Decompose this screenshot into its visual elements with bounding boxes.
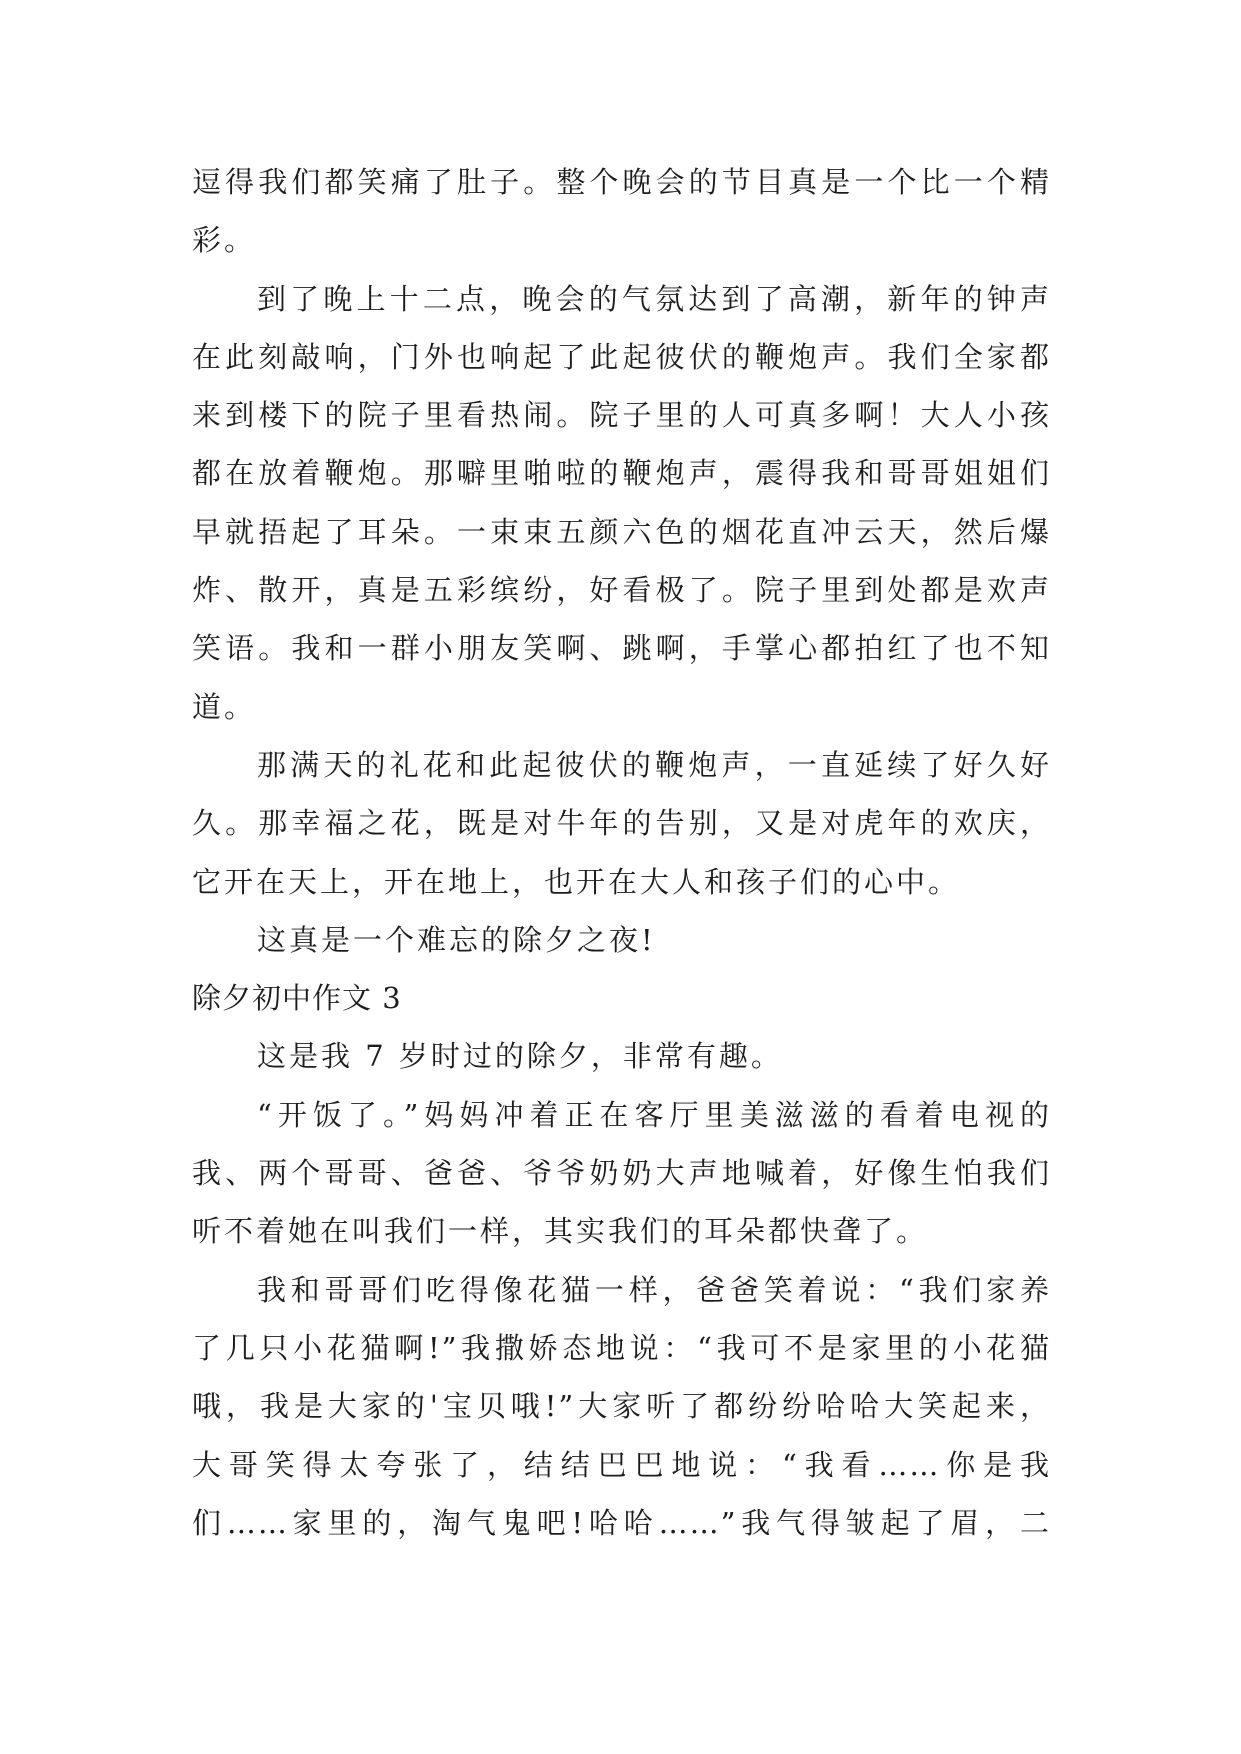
paragraph-line: 这是我 7 岁时过的除夕，非常有趣。 bbox=[257, 1039, 783, 1074]
paragraph-line: 了几只小花猫啊!”我撒娇态地说：“我可不是家里的小花猫 bbox=[192, 1330, 1051, 1365]
paragraph-line: 久。那幸福之花，既是对牛年的告别，又是对虎年的欢庆， bbox=[192, 806, 1051, 841]
paragraph-line: 都在放着鞭炮。那噼里啪啦的鞭炮声，震得我和哥哥姐姐们 bbox=[192, 456, 1051, 491]
paragraph bbox=[192, 1261, 1051, 1552]
paragraph-line: 道。 bbox=[192, 689, 257, 724]
document-body bbox=[192, 153, 1051, 1552]
paragraph-line: 到了晚上十二点，晚会的气氛达到了高潮，新年的钟声 bbox=[257, 281, 1051, 316]
paragraph-line: 我、两个哥哥、爸爸、爷爷奶奶大声地喊着，好像生怕我们 bbox=[192, 1156, 1051, 1191]
paragraph-line: 这真是一个难忘的除夕之夜! bbox=[257, 922, 656, 957]
paragraph-line: 那满天的礼花和此起彼伏的鞭炮声，一直延续了好久好 bbox=[257, 747, 1051, 782]
paragraph-line: 听不着她在叫我们一样，其实我们的耳朵都快聋了。 bbox=[192, 1214, 929, 1249]
paragraph-line: 们……家里的，淘气鬼吧!哈哈……”我气得皱起了眉，二 bbox=[192, 1505, 1051, 1540]
paragraph bbox=[192, 1086, 1051, 1261]
paragraph-line: “开饭了。”妈妈冲着正在客厅里美滋滋的看着电视的 bbox=[257, 1097, 1051, 1132]
paragraph-line: 哦，我是大家的'宝贝哦!”大家听了都纷纷哈哈大笑起来， bbox=[192, 1389, 1051, 1424]
paragraph-line: 大哥笑得太夸张了，结结巴巴地说：“我看……你是我 bbox=[192, 1447, 1051, 1482]
paragraph-line: 在此刻敲响，门外也响起了此起彼伏的鞭炮声。我们全家都 bbox=[192, 339, 1051, 374]
paragraph bbox=[192, 1027, 1051, 1085]
paragraph bbox=[192, 736, 1051, 911]
paragraph-line: 笑语。我和一群小朋友笑啊、跳啊，手掌心都拍红了也不知 bbox=[192, 631, 1051, 666]
paragraph-line: 我和哥哥们吃得像花猫一样，爸爸笑着说：“我们家养 bbox=[257, 1272, 1051, 1307]
paragraph bbox=[192, 911, 1051, 969]
essay-title: 除夕初中作文 3 bbox=[192, 981, 402, 1016]
paragraph-line: 来到楼下的院子里看热闹。院子里的人可真多啊！大人小孩 bbox=[192, 398, 1051, 433]
paragraph-line: 逗得我们都笑痛了肚子。整个晚会的节目真是一个比一个精 bbox=[192, 165, 1051, 199]
paragraph bbox=[192, 270, 1051, 736]
paragraph-line: 它开在天上，开在地上，也开在大人和孩子们的心中。 bbox=[192, 864, 961, 899]
paragraph-line: 彩。 bbox=[192, 223, 257, 258]
paragraph-line: 早就捂起了耳朵。一束束五颜六色的烟花直冲云天，然后爆 bbox=[192, 514, 1051, 549]
paragraph-line: 炸、散开，真是五彩缤纷，好看极了。院子里到处都是欢声 bbox=[192, 573, 1051, 608]
paragraph bbox=[192, 153, 1051, 270]
